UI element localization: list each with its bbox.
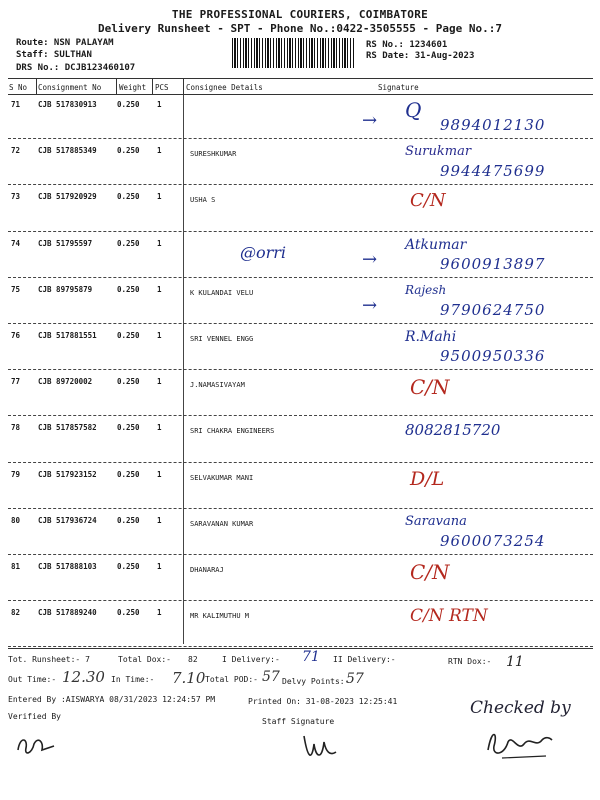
row-pcs: 1 [157,562,162,571]
row-consignment-number: CJB 517920929 [38,192,97,202]
row-weight: 0.250 [117,515,140,525]
total-dox-value: 82 [188,655,198,664]
row-separator [8,277,593,278]
row-separator [8,138,593,139]
delvy-points-value: 57 [346,671,364,687]
row-phone-number-handwritten: 9944475699 [440,162,546,181]
row-pcs: 1 [157,284,162,294]
row-signature: Q [405,98,422,122]
i-delivery-value: 71 [302,649,320,665]
row-separator [8,231,593,232]
col-signature: Signature [378,83,419,92]
staff-signature-image [300,730,340,762]
row-signature: C/N [410,560,450,584]
row-signature: C/N [410,190,446,212]
col-divider [116,78,117,94]
row-signature: D/L [410,467,445,490]
row-signature: C/N [410,375,450,400]
printed-on: Printed On: 31-08-2023 12:25:41 [248,697,398,706]
row-pcs: 1 [157,423,162,433]
verified-by-label: Verified By [8,712,61,721]
row-weight: 0.250 [117,469,140,479]
row-consignee-name: SRI VENNEL ENGG [190,335,254,343]
row-arrow-mark: → [362,294,378,316]
row-consignee-name: J.NAMASIVAYAM [190,381,245,390]
tot-runsheet: Tot. Runsheet:- 7 [8,655,90,664]
rtn-dox-value: 11 [506,654,524,670]
runsheet-subtitle: Delivery Runsheet - SPT - Phone No.:0422-3505555 - Page No.:7 [98,22,502,35]
row-sno: 71 [11,100,21,109]
row-weight: 0.250 [117,331,140,340]
row-pcs: 1 [157,515,162,525]
row-consignment-number: CJB 517888103 [38,562,97,571]
col-weight: Weight [119,83,147,92]
verifier-signature-image [14,728,64,760]
row-consignment-number: CJB 517885349 [38,146,97,156]
total-dox-label: Total Dox:- [118,655,171,664]
row-consignment-number: CJB 89720002 [38,377,93,387]
total-pod-value: 57 [262,669,280,685]
drs-number: DRS No.: DCJB123460107 [16,63,136,73]
row-phone-number-handwritten: 9600073254 [440,531,546,550]
route-label: Route: NSN PALAYAM [16,38,114,48]
checked-by-signature: Checked by [470,698,571,718]
row-phone-number-handwritten: 9600913897 [440,254,546,273]
row-phone-number-handwritten: 9790624750 [440,300,546,319]
barcode [232,38,354,68]
row-consignment-number: CJB 517857582 [38,423,97,433]
row-signature: 8082815720 [405,421,501,440]
row-consignee-name: SELVAKUMAR MANI [190,473,254,482]
in-time-value: 7.10 [172,669,206,687]
row-arrow-mark: → [362,248,378,270]
out-time-label: Out Time:- [8,675,57,684]
row-pcs: 1 [157,238,162,248]
row-sno: 79 [11,469,21,479]
row-sno: 75 [11,284,21,294]
row-phone-number-handwritten: 9500950336 [440,347,546,365]
rs-number: RS No.: 1234601 [366,40,448,50]
row-signature: Rajesh [405,282,447,297]
row-separator [8,323,593,324]
row-consignment-number: CJB 517830913 [38,100,97,109]
row-sno: 76 [11,331,21,340]
row-pcs: 1 [157,377,162,387]
row-weight: 0.250 [117,562,140,571]
row-separator [8,600,593,601]
row-separator [8,508,593,509]
row-sno: 81 [11,562,21,571]
row-sno: 78 [11,423,21,433]
row-consignee-name: K KULANDAI VELU [190,288,254,297]
row-pcs: 1 [157,146,162,156]
header-bottom-rule [8,94,593,95]
row-separator [8,554,593,555]
row-sno: 80 [11,515,21,525]
col-divider [36,78,37,94]
row-consignee-name: SARAVANAN KUMAR [190,519,254,528]
row-weight: 0.250 [117,377,140,387]
row-pcs: 1 [157,608,162,618]
row-consignment-number: CJB 517936724 [38,515,97,525]
row-weight: 0.250 [117,608,140,618]
row-pcs: 1 [157,192,162,202]
col-pcs: PCS [155,83,169,92]
row-consignment-number: CJB 517881551 [38,331,97,340]
in-time-label: In Time:- [111,675,155,684]
row-weight: 0.250 [117,238,140,248]
row-sno: 74 [11,238,21,248]
row-consignee-name: DHANARAJ [190,566,224,574]
total-pod-label: Total POD:- [205,675,258,684]
col-consignment: Consignment No [38,83,102,92]
col-divider [183,78,184,94]
row-signature: C/N RTN [410,606,488,627]
row-arrow-mark: → [362,110,378,131]
row-sno: 82 [11,608,21,618]
footer-rule [8,648,593,649]
row-weight: 0.250 [117,192,140,202]
row-consignee-name: MR KALIMUTHU M [190,612,250,621]
row-separator [8,462,593,463]
row-sno: 73 [11,192,21,202]
rtn-dox-label: RTN Dox:- [448,657,492,666]
row-sno: 72 [11,146,21,156]
row-separator [8,369,593,370]
delvy-points-label: Delvy Points:- [282,677,350,686]
header-top-rule [8,78,593,79]
entered-by: Entered By :AISWARYA 08/31/2023 12:24:57 PM [8,695,216,704]
col-sno: S No [9,83,28,92]
staff-signature-label: Staff Signature [262,717,335,726]
row-weight: 0.250 [117,423,140,433]
staff-label: Staff: SULTHAN [16,50,92,60]
row-consignee-name: SRI CHAKRA ENGINEERS [190,427,275,436]
rs-date: RS Date: 31-Aug-2023 [366,51,475,61]
col-divider [152,78,153,94]
out-time-value: 12.30 [62,668,105,686]
col-consignee: Consignee Details [186,83,263,92]
row-separator [8,184,593,185]
row-consignment-number: CJB 89795879 [38,284,93,294]
row-sno: 77 [11,377,21,387]
row-weight: 0.250 [117,146,140,156]
row-pcs: 1 [157,469,162,479]
row-consignment-number: CJB 51795597 [38,238,93,248]
row-weight: 0.250 [117,284,140,294]
row-signature: Saravana [405,513,467,529]
row-consignment-number: CJB 517923152 [38,469,97,479]
row-weight: 0.250 [117,100,140,109]
row-separator [8,415,593,416]
row-signature: R.Mahi [405,329,457,345]
row-signature: Surukmar [405,144,472,160]
row-consignee-name: SURESHKUMAR [190,150,237,159]
row-note-handwritten: @orri [240,242,287,262]
row-pcs: 1 [157,100,162,109]
row-consignee-name: USHA S [190,196,216,205]
row-consignment-number: CJB 517889240 [38,608,97,618]
row-phone-number-handwritten: 9894012130 [440,116,546,134]
checker-signature-image [482,722,554,762]
row-pcs: 1 [157,331,162,340]
i-delivery-label: I Delivery:- [222,655,280,664]
ii-delivery-label: II Delivery:- [333,655,396,664]
row-signature: Atkumar [405,236,467,253]
company-title: THE PROFESSIONAL COURIERS, COIMBATORE [171,8,429,21]
